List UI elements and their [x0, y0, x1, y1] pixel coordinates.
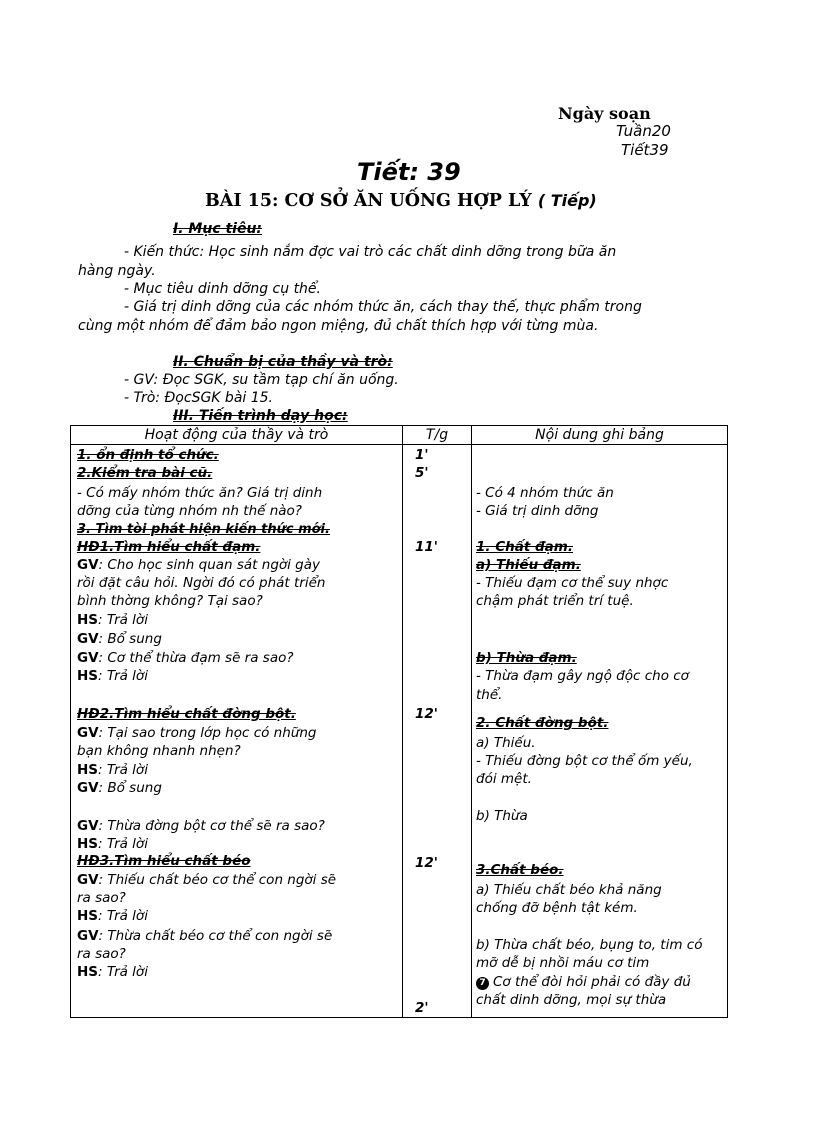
answer-groups: - Có 4 nhóm thức ăn	[476, 485, 614, 501]
section-stabilize: 1. ổn định tổ chức.	[77, 447, 219, 463]
time-5: 12'	[415, 855, 438, 871]
review-question-cont: dỡng của từng nhóm nh thế nào?	[77, 503, 302, 519]
lesson-period-title: Tiết: 39	[357, 158, 461, 186]
preparation-heading: II. Chuẩn bị của thầy và trò:	[173, 354, 393, 370]
lesson-continued: ( Tiếp)	[537, 191, 597, 210]
content-protein-lack: a) Thiếu đạm.	[476, 557, 581, 573]
fat-excess-text-cont: mỡ dễ bị nhồi máu cơ tim	[476, 955, 650, 971]
process-heading: III. Tiến trình dạy học:	[173, 408, 348, 424]
objective-value-cont: cùng một nhóm để đảm bảo ngon miệng, đủ chất thích hợp với từng mùa.	[78, 318, 599, 334]
content-column	[472, 445, 728, 1018]
activity-column: 1. ổn định tổ chức. 2.Kiểm tra bài cũ. - Có mấy nhóm thức ăn? Giá trị dinh dỡng của từng nhóm nh thế nào? 3. Tìm tòi phát hiện kiến thức mới. HĐ1.Tìm hiểu chất đạm. GV: Cho học sinh quan sát ngời gày rồi đặt câu hỏi. Ngời đó có phát triển bình thờng không? Tại sao? HS: Trả lời GV: Bổ sung GV: Cơ thể thừa đạm sẽ ra sao? HS: Trả lời HĐ2.Tìm hiểu chất đờng bột. GV: Tại sao trong lớp học có những bạn không nhanh nhẹn? HS: Trả lời GV: Bổ sung GV: Thừa đờng bột cơ thể sẽ ra sao? HS: Trả lời HĐ3.Tìm hiểu chất béo GV: Thiếu chất béo cơ thể con ngời sẽ ra sao? HS: Trả lời GV: Thừa chất béo cơ thể con ngời sẽ ra sao? HS: Trả lời	[71, 445, 403, 1018]
protein-question: rồi đặt câu hỏi. Ngời đó có phát triển	[77, 575, 326, 591]
header-content: Nội dung ghi bảng	[472, 426, 728, 445]
lesson-title	[205, 191, 597, 211]
protein-excess-text-cont: thể.	[476, 687, 503, 703]
objective-value: - Giá trị dinh dỡng của các nhóm thức ăn, cách thay thế, thực phẩm trong	[124, 299, 642, 315]
conclusion-text: 7 Cơ thể đòi hỏi phải có đầy đủ	[476, 974, 691, 991]
activity-protein: HĐ1.Tìm hiểu chất đạm.	[77, 539, 261, 555]
lesson-plan-table	[70, 425, 728, 1018]
lesson-title-text: BÀI 15: CƠ SỞ ĂN UỐNG HỢP LÝ	[205, 191, 532, 211]
prep-date-label: Ngày soạn	[558, 104, 651, 123]
content-starch: 2. Chất đờng bột.	[476, 715, 609, 731]
objectives-heading: I. Mục tiêu:	[173, 221, 263, 237]
content-protein-excess: b) Thừa đạm.	[476, 650, 577, 666]
fat-question-cont: ra sao?	[77, 890, 126, 906]
section-review: 2.Kiểm tra bài cũ.	[77, 465, 213, 481]
conclusion-text-cont: chất dinh dỡng, mọi sự thừa	[476, 992, 667, 1008]
activity-fat: HĐ3.Tìm hiểu chất béo	[77, 853, 251, 869]
fat-excess-question-cont: ra sao?	[77, 946, 126, 962]
header-activity: Hoạt động của thầy và trò	[71, 426, 403, 445]
starch-lack: a) Thiếu.	[476, 735, 536, 751]
time-column	[403, 445, 472, 1018]
fat-lack-text: a) Thiếu chất béo khả năng	[476, 882, 662, 898]
fat-excess-text: b) Thừa chất béo, bụng to, tim có	[476, 937, 703, 953]
review-question: - Có mấy nhóm thức ăn? Giá trị dinh	[77, 485, 323, 501]
time-3: 11'	[415, 539, 438, 555]
fat-lack-text-cont: chống đỡ bệnh tật kém.	[476, 900, 638, 916]
protein-lack-text-cont: chậm phát triển trí tuệ.	[476, 593, 634, 609]
numbered-bullet-icon: 7	[476, 977, 489, 990]
content-protein: 1. Chất đạm.	[476, 539, 573, 555]
objective-nutrition: - Mục tiêu dinh dỡng cụ thể.	[124, 281, 321, 297]
starch-excess: b) Thừa	[476, 808, 528, 824]
protein-question-cont: bình thờng không? Tại sao?	[77, 593, 263, 609]
activity-starch: HĐ2.Tìm hiểu chất đờng bột.	[77, 706, 296, 722]
header-time: T/g	[403, 426, 472, 445]
content-fat: 3.Chất béo.	[476, 862, 564, 878]
preparation-teacher: - GV: Đọc SGK, su tầm tạp chí ăn uống.	[124, 372, 399, 388]
objective-knowledge-cont: hàng ngày.	[78, 263, 156, 279]
starch-lack-text-cont: đói mệt.	[476, 771, 532, 787]
protein-lack-text: - Thiếu đạm cơ thể suy nhợc	[476, 575, 669, 591]
section-new-knowledge: 3. Tìm tòi phát hiện kiến thức mới.	[77, 522, 330, 537]
answer-value: - Giá trị dinh dỡng	[476, 503, 599, 519]
objective-knowledge: - Kiến thức: Học sinh nắm đợc vai trò các chất dinh dỡng trong bữa ăn	[124, 244, 617, 260]
protein-excess-text: - Thừa đạm gây ngộ độc cho cơ	[476, 668, 689, 684]
time-1: 1'	[415, 447, 429, 463]
starch-question-cont: bạn không nhanh nhẹn?	[77, 743, 241, 759]
time-6: 2'	[415, 1000, 429, 1016]
preparation-student: - Trò: ĐọcSGK bài 15.	[124, 390, 274, 406]
starch-lack-text: - Thiếu đờng bột cơ thể ốm yếu,	[476, 753, 693, 769]
week-label: Tuần20	[616, 122, 671, 140]
time-4: 12'	[415, 706, 438, 722]
time-2: 5'	[415, 465, 429, 481]
period-label: Tiết39	[621, 141, 669, 159]
